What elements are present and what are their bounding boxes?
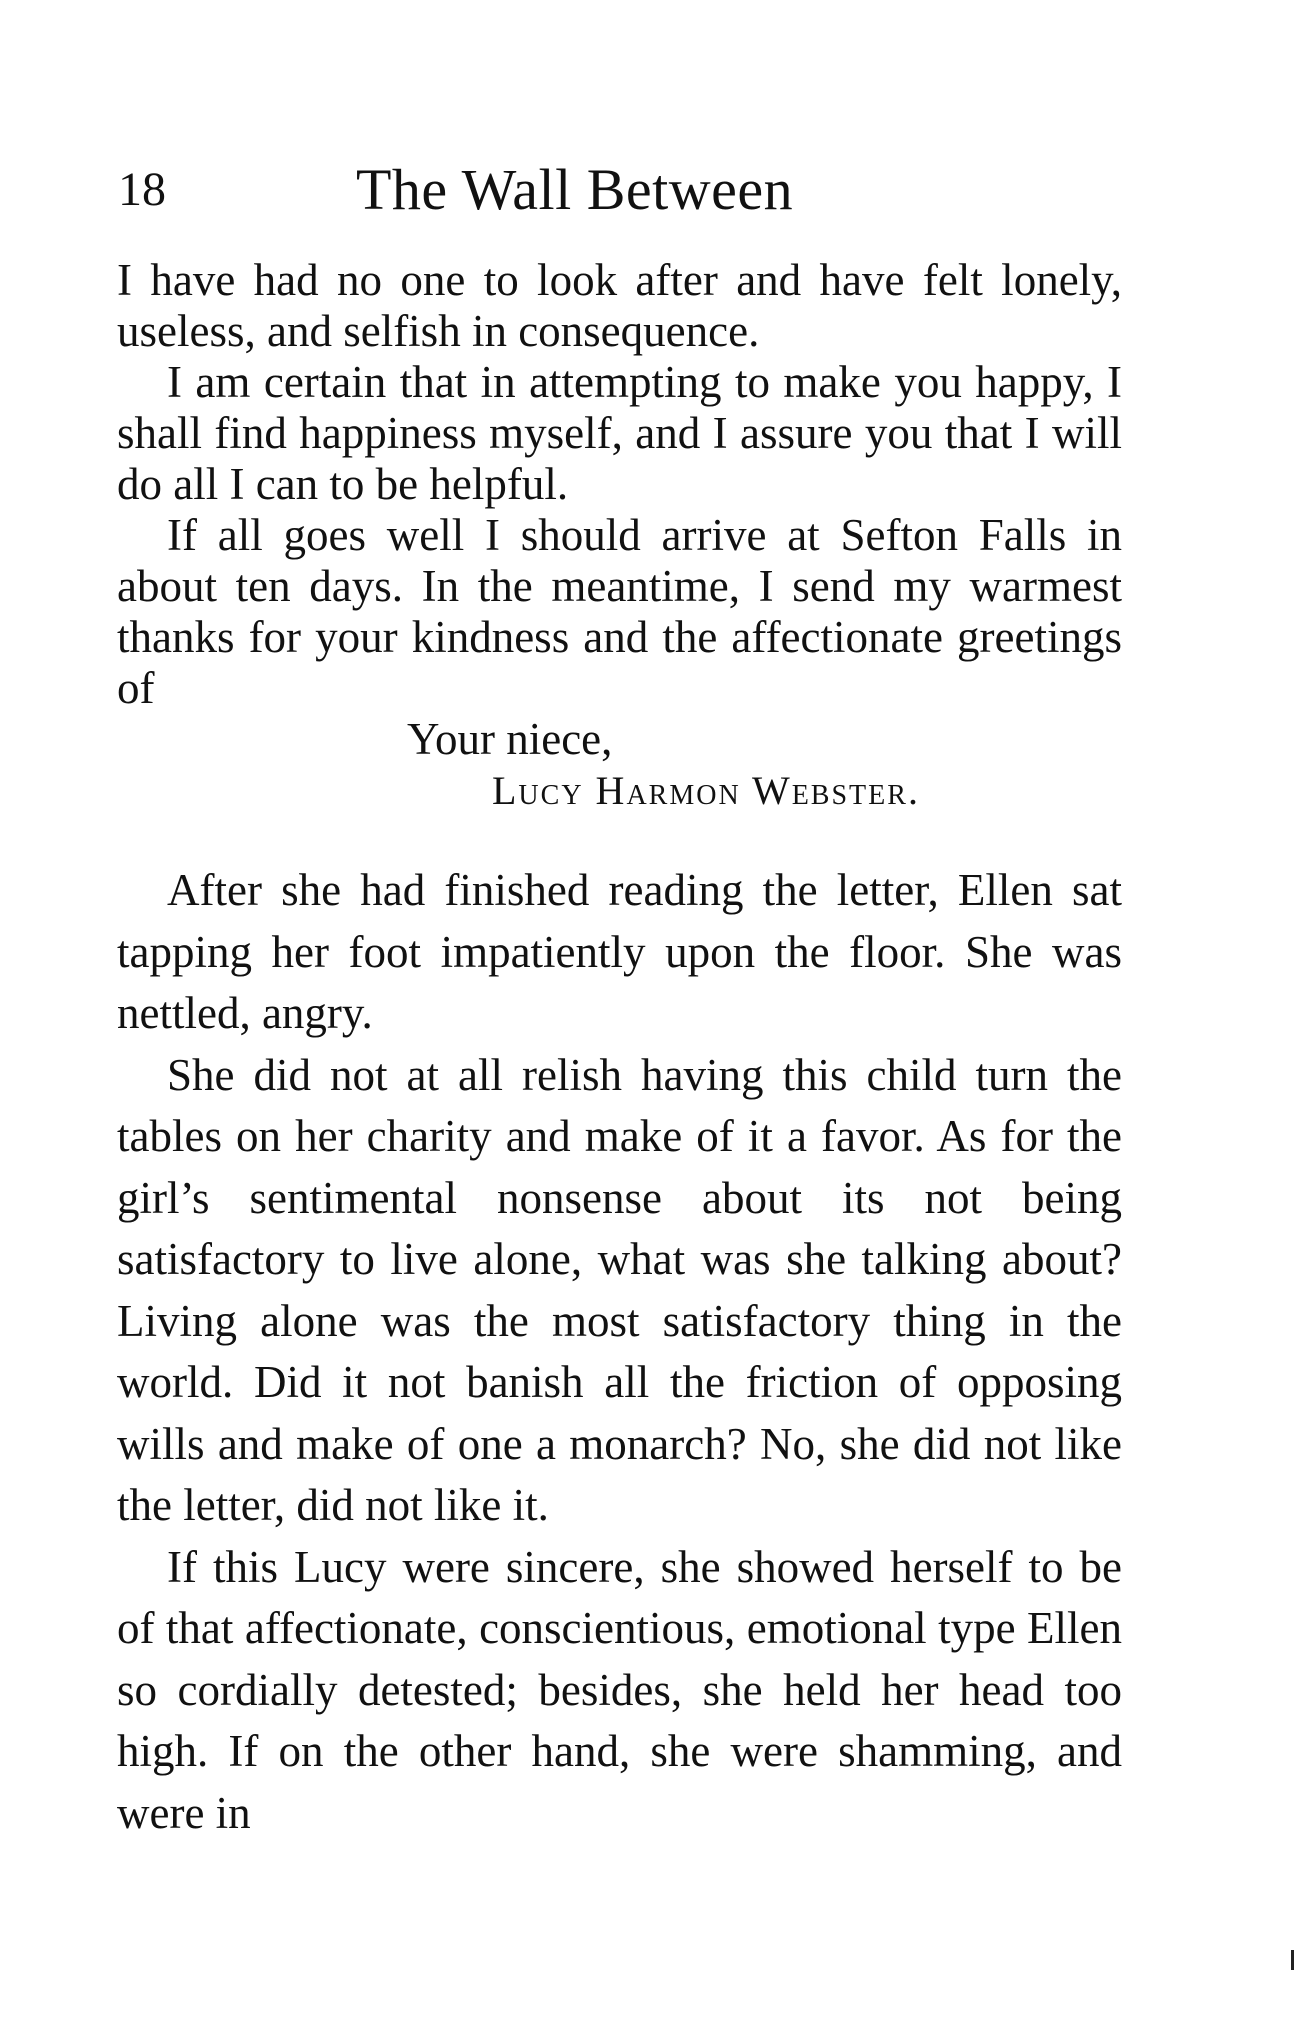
page-header (118, 155, 1128, 235)
letter-text (117, 255, 1122, 816)
scan-edge-mark (1291, 1950, 1294, 1970)
letter-signature: Lucy Harmon Webster. (492, 768, 920, 813)
letter-paragraph-2: I am certain that in attempting to make you happy, I shall find happiness myself, and I assure you that I will do all I can to be helpful. (117, 357, 1122, 509)
letter-paragraph-3: If all goes well I should arrive at Sefton Falls in about ten days. In the meantime, I send my warmest thanks for your kindness and the affectionate greetings of (117, 510, 1122, 713)
body-paragraph-1: After she had finished reading the letter, Ellen sat tapping her foot impatiently upon the floor. She was nettled, angry. (117, 865, 1122, 1038)
narrative-text (117, 860, 1122, 1844)
letter-closing: Your niece, (407, 714, 613, 764)
page-number: 18 (118, 163, 166, 216)
body-paragraph-3: If this Lucy were sincere, she showed herself to be of that affectionate, conscientious, emotional type Ellen so cordially detested; besides, she held her head too high. If on the other hand, she were shamming, and were in (117, 1541, 1122, 1838)
running-title: The Wall Between (356, 157, 794, 222)
letter-paragraph-1: I have had no one to look after and have felt lonely, useless, and selfish in consequence. (117, 255, 1122, 356)
body-paragraph-2: She did not at all relish having this child turn the tables on her charity and make of it a favor. As for the girl’s sentimental nonsense about its not being satisfactory to live alone, what was she talking about? Living alone was the most satisfactory thing in the world. Did it not banish all the friction of opposing wills and make of one a monarch? No, she did not like the letter, did not like it. (117, 1049, 1122, 1530)
